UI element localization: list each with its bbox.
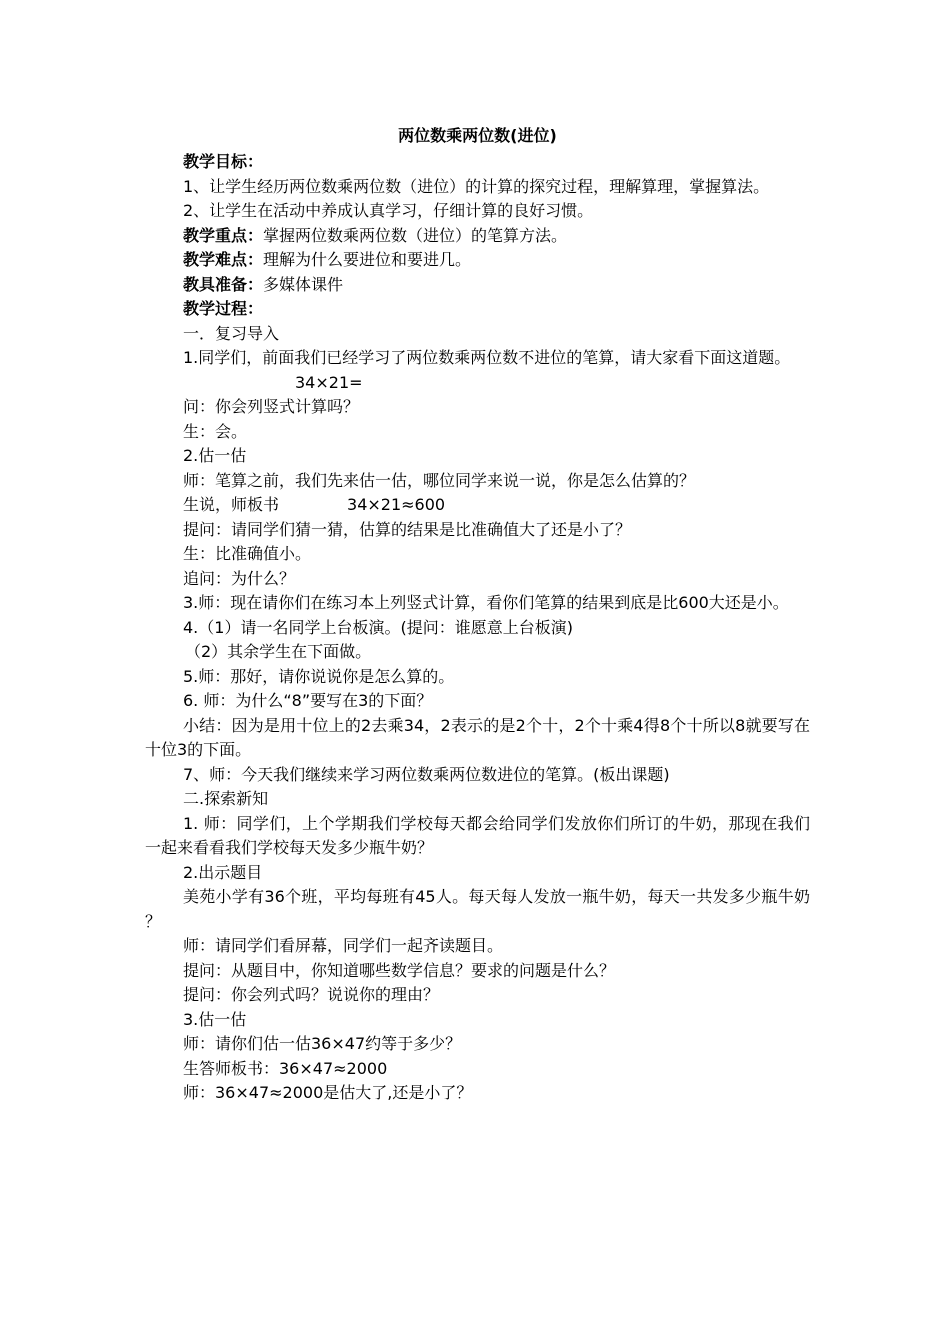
part1-line-8: 生：比准确值小。 [183, 544, 312, 563]
key-label: 教学重点： [183, 225, 264, 245]
key-point [145, 224, 810, 249]
part2-line-1: 1. 师：同学们，上个学期我们学校每天都会给同学们发放你们所订的牛奶，那现在我们一起来看看我们学校每天发多少瓶牛奶？ [145, 813, 810, 857]
part1-line-7: 提问：请同学们猜一猜，估算的结果是比准确值大了还是小了？ [183, 519, 632, 539]
part1-line-10: 3.师：现在请你们在练习本上列竖式计算，看你们笔算的结果到底是比600大还是小。 [183, 593, 789, 612]
process-heading [145, 297, 810, 322]
part1-line-6-text: 生说，师板书 [183, 495, 280, 514]
difficulty-point [145, 248, 810, 273]
part2-heading: 二.探索新知 [183, 789, 269, 808]
document-page [145, 124, 810, 1106]
formula-34x21: 34×21= [295, 372, 363, 392]
part1-line-16: 7、师：今天我们继续来学习两位数乘两位数进位的笔算。(板出课题) [183, 764, 670, 784]
part2-line-6: 提问：你会列式吗？说说你的理由？ [183, 985, 440, 1004]
part2-problem: 美苑小学有36个班，平均每班有45人。每天每人发放一瓶牛奶，每天一共发多少瓶牛奶？ [145, 887, 810, 931]
part2-line-2: 2.出示题目 [183, 862, 263, 882]
part1-line-13: 5.师：那好，请你说说你是怎么算的。 [183, 666, 455, 686]
goal-label: 教学目标： [183, 152, 264, 171]
key-text: 掌握两位数乘两位数（进位）的笔算方法。 [263, 225, 568, 245]
part1-line-1: 1.同学们，前面我们已经学习了两位数乘两位数不进位的笔算，请大家看下面这道题。 [183, 348, 791, 367]
part1-line-4: 2.估一估 [183, 446, 247, 465]
part2-line-4: 师：请同学们看屏幕，同学们一起齐读题目。 [183, 936, 504, 955]
goal-heading [145, 150, 810, 175]
part1-line-14: 6. 师：为什么“8”要写在3的下面？ [183, 691, 433, 710]
part1-line-5: 师：笔算之前，我们先来估一估，哪位同学来说一说，你是怎么估算的？ [183, 470, 696, 490]
document-title: 两位数乘两位数(进位) [398, 126, 557, 145]
difficulty-label: 教学难点： [183, 250, 264, 269]
part1-line-12: （2）其余学生在下面做。 [185, 642, 372, 661]
part2-line-5: 提问：从题目中，你知道哪些数学信息？要求的问题是什么？ [183, 960, 616, 980]
part1-line-9: 追问：为什么？ [183, 568, 296, 588]
tools-label: 教具准备： [183, 274, 264, 294]
part2-line-9: 生答师板书：36×47≈2000 [183, 1058, 388, 1078]
part1-heading: 一．复习导入 [183, 323, 280, 343]
tools-point [145, 273, 810, 298]
difficulty-text: 理解为什么要进位和要进几。 [263, 250, 472, 269]
goal-item-2: 2、让学生在活动中养成认真学习，仔细计算的良好习惯。 [183, 201, 594, 220]
part2-line-8: 师：请你们估一估36×47约等于多少？ [183, 1034, 462, 1053]
tools-text: 多媒体课件 [263, 274, 344, 294]
part1-line-11: 4.（1）请一名同学上台板演。(提问：谁愿意上台板演) [183, 617, 573, 637]
goal-item-1: 1、让学生经历两位数乘两位数（进位）的计算的探究过程，理解算理，掌握算法。 [183, 176, 770, 196]
part1-line-6 [145, 493, 810, 518]
estimate-formula: 34×21≈600 [347, 495, 446, 514]
part1-summary: 小结：因为是用十位上的2去乘34，2表示的是2个十，2个十乘4得8个十所以8就要写在十位3的下面。 [145, 715, 810, 759]
part2-line-7: 3.估一估 [183, 1009, 247, 1029]
part1-line-3: 生：会。 [183, 421, 248, 441]
part1-line-2: 问：你会列竖式计算吗？ [183, 397, 360, 416]
part2-line-10: 师：36×47≈2000是估大了,还是小了？ [183, 1083, 473, 1102]
process-label: 教学过程： [183, 299, 264, 318]
